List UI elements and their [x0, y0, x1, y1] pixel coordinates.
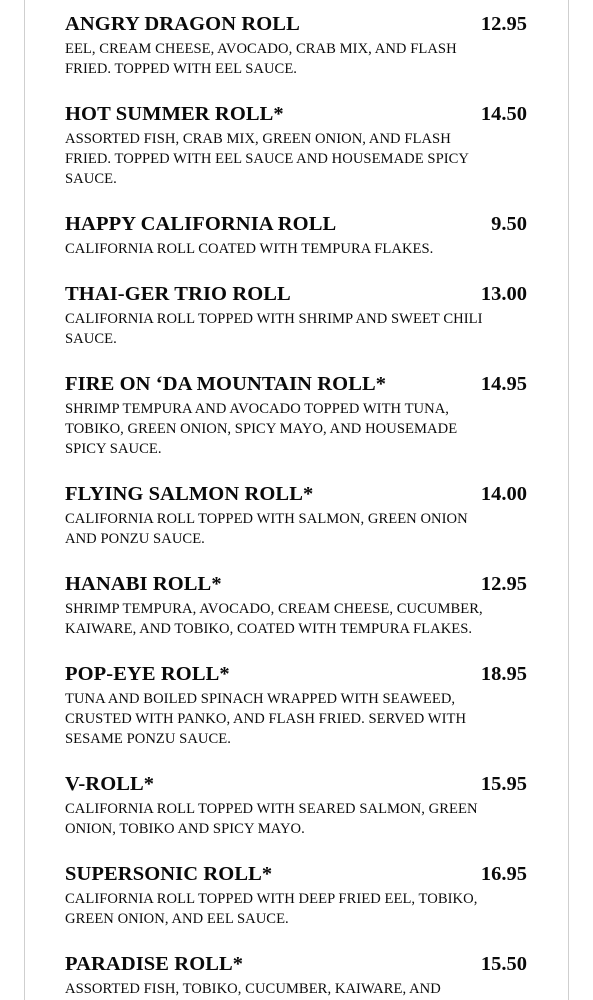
item-description-line: CALIFORNIA ROLL COATED WITH TEMPURA FLAKES. — [65, 241, 434, 257]
menu-item — [65, 663, 527, 749]
item-name: THAI-GER TRIO ROLL — [65, 283, 291, 305]
item-price: 9.50 — [491, 213, 527, 235]
menu-item — [65, 283, 527, 349]
menu-item-header — [65, 213, 527, 239]
menu-item-header — [65, 773, 527, 799]
item-description-line: FRIED. TOPPED WITH EEL SAUCE AND HOUSEMADE SPICY — [65, 151, 470, 167]
item-description-line: FRIED. TOPPED WITH EEL SAUCE. — [65, 61, 297, 77]
item-name: HANABI ROLL* — [65, 573, 222, 595]
item-price: 13.00 — [480, 283, 527, 305]
item-description-line: SPICY SAUCE. — [65, 441, 162, 457]
menu-item-header — [65, 373, 527, 399]
item-description — [65, 689, 527, 749]
item-description-line: SAUCE. — [65, 331, 117, 347]
menu-item-header — [65, 863, 527, 889]
item-description — [65, 599, 527, 639]
item-description-line: SHRIMP TEMPURA, AVOCADO, CREAM CHEESE, CUCUMBER, — [65, 601, 483, 617]
item-price: 15.50 — [480, 953, 527, 975]
item-price: 16.95 — [480, 863, 527, 885]
item-price: 14.00 — [480, 483, 527, 505]
item-name: SUPERSONIC ROLL* — [65, 863, 273, 885]
menu-item — [65, 103, 527, 189]
item-description — [65, 979, 527, 999]
menu-item-header — [65, 953, 527, 979]
item-description — [65, 509, 527, 549]
item-description-line: SAUCE. — [65, 171, 117, 187]
item-name: FIRE ON ‘DA MOUNTAIN ROLL* — [65, 373, 387, 395]
item-description — [65, 39, 527, 79]
menu-item — [65, 13, 527, 79]
page-edge-right — [568, 0, 569, 1000]
item-description-line: CRUSTED WITH PANKO, AND FLASH FRIED. SERVED WITH — [65, 711, 467, 727]
item-description-line: CALIFORNIA ROLL TOPPED WITH SHRIMP AND SWEET CHILI — [65, 311, 483, 327]
menu-item — [65, 953, 527, 999]
menu-item — [65, 483, 527, 549]
item-name: ANGRY DRAGON ROLL — [65, 13, 300, 35]
menu-item-header — [65, 283, 527, 309]
item-description — [65, 799, 527, 839]
item-description-line: TOBIKO, GREEN ONION, SPICY MAYO, AND HOUSEMADE — [65, 421, 458, 437]
item-price: 12.95 — [480, 13, 527, 35]
menu-item — [65, 863, 527, 929]
item-description-line: GREEN ONION, AND EEL SAUCE. — [65, 911, 289, 927]
page-edge-left — [24, 0, 25, 1000]
menu-item — [65, 213, 527, 259]
menu-item — [65, 573, 527, 639]
menu-item — [65, 773, 527, 839]
item-price: 15.95 — [480, 773, 527, 795]
item-name: POP-EYE ROLL* — [65, 663, 230, 685]
item-name: PARADISE ROLL* — [65, 953, 244, 975]
item-description — [65, 239, 527, 259]
item-description-line: ONION, TOBIKO AND SPICY MAYO. — [65, 821, 305, 837]
menu-item-header — [65, 13, 527, 39]
item-name: V-ROLL* — [65, 773, 155, 795]
item-price: 14.95 — [480, 373, 527, 395]
item-description-line: CALIFORNIA ROLL TOPPED WITH DEEP FRIED EEL, TOBIKO, — [65, 891, 478, 907]
item-description — [65, 129, 527, 189]
item-description-line: ASSORTED FISH, TOBIKO, CUCUMBER, KAIWARE, AND — [65, 981, 441, 997]
item-description-line: KAIWARE, AND TOBIKO, COATED WITH TEMPURA FLAKES. — [65, 621, 473, 637]
item-description-line: EEL, CREAM CHEESE, AVOCADO, CRAB MIX, AND FLASH — [65, 41, 457, 57]
item-price: 12.95 — [480, 573, 527, 595]
menu-item — [65, 373, 527, 459]
item-name: FLYING SALMON ROLL* — [65, 483, 314, 505]
item-name: HOT SUMMER ROLL* — [65, 103, 284, 125]
item-description-line: CALIFORNIA ROLL TOPPED WITH SALMON, GREEN ONION — [65, 511, 468, 527]
item-description — [65, 399, 527, 459]
item-description — [65, 309, 527, 349]
menu-item-header — [65, 663, 527, 689]
menu-item-header — [65, 103, 527, 129]
item-description-line: SHRIMP TEMPURA AND AVOCADO TOPPED WITH TUNA, — [65, 401, 450, 417]
item-price: 14.50 — [480, 103, 527, 125]
item-description-line: TUNA AND BOILED SPINACH WRAPPED WITH SEAWEED, — [65, 691, 456, 707]
item-description-line: SESAME PONZU SAUCE. — [65, 731, 231, 747]
item-description — [65, 889, 527, 929]
menu-item-header — [65, 483, 527, 509]
item-description-line: CALIFORNIA ROLL TOPPED WITH SEARED SALMON, GREEN — [65, 801, 478, 817]
item-price: 18.95 — [480, 663, 527, 685]
item-description-line: AND PONZU SAUCE. — [65, 531, 205, 547]
menu-item-header — [65, 573, 527, 599]
item-description-line: ASSORTED FISH, CRAB MIX, GREEN ONION, AND FLASH — [65, 131, 451, 147]
item-name: HAPPY CALIFORNIA ROLL — [65, 213, 337, 235]
